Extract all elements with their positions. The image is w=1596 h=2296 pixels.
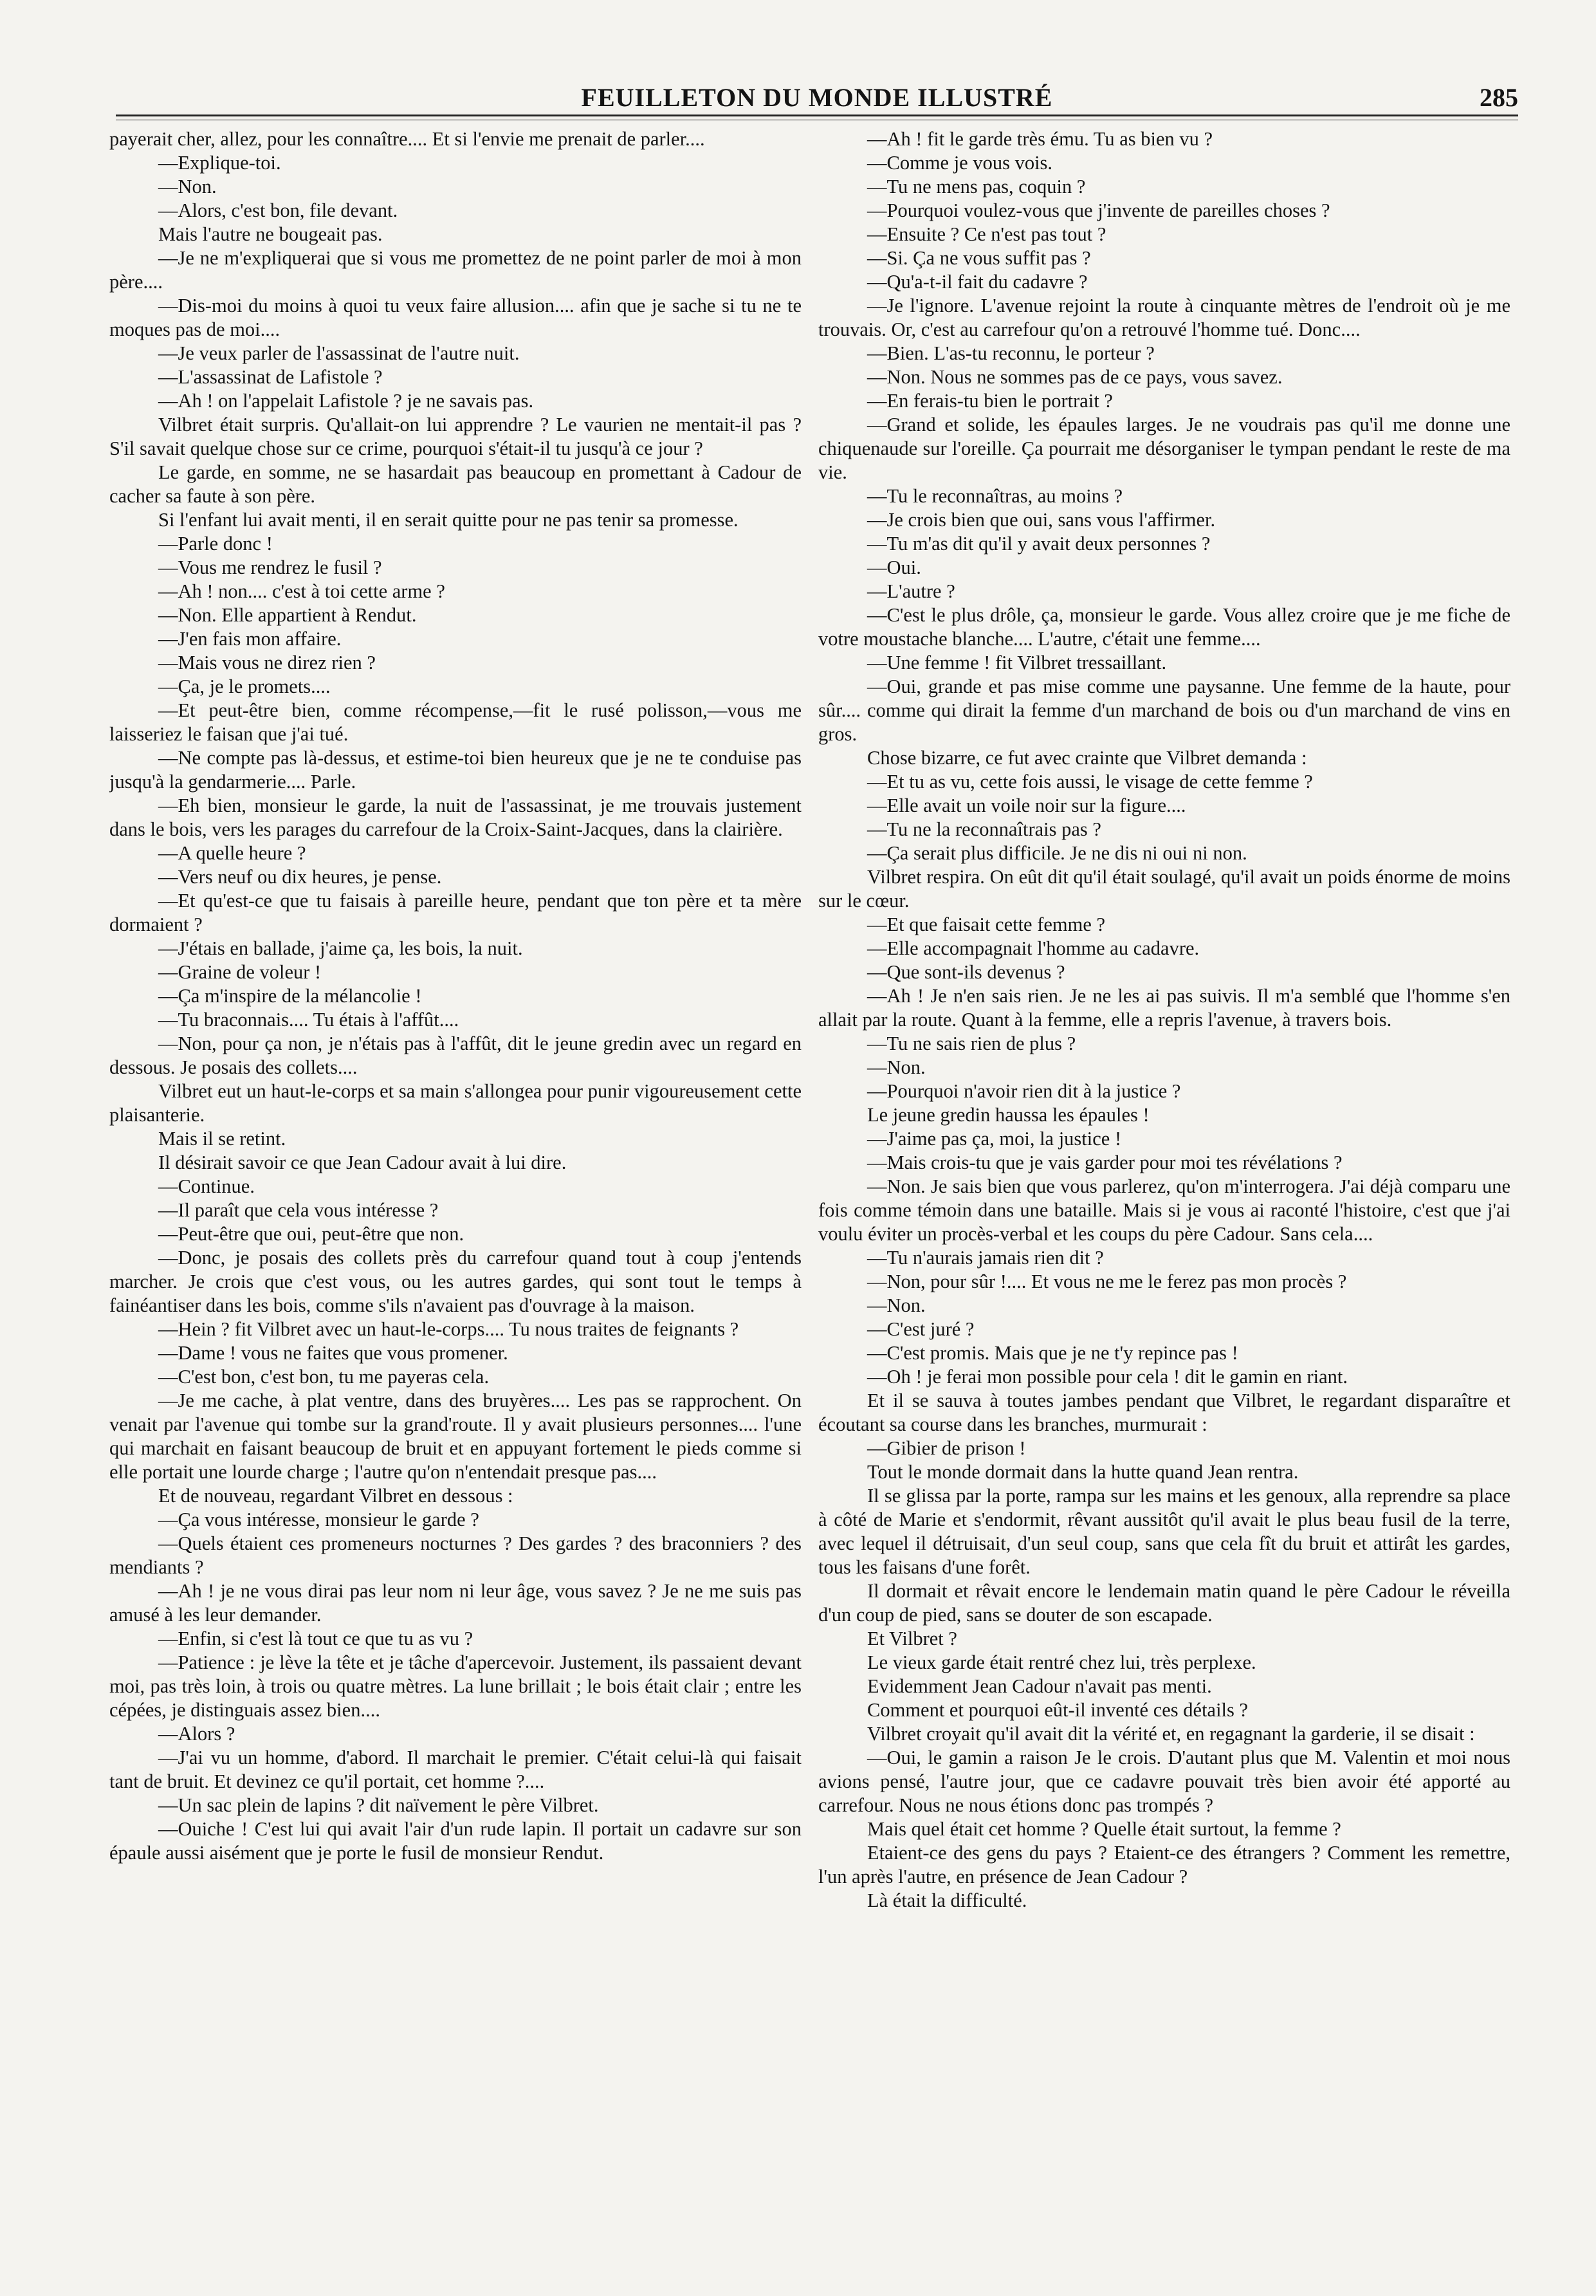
paragraph: Il désirait savoir ce que Jean Cadour avait à lui dire.	[158, 1152, 567, 1173]
paragraph: Etaient-ce des gens du pays ? Etaient-ce des étrangers ? Comment les remettre, l'un après l'autre, en présence de Jean Cadour ?	[818, 1842, 1510, 1887]
paragraph: —Non, pour ça non, je n'étais pas à l'affût, dit le jeune gredin avec un regard en dessous. Je posais des collets....	[109, 1033, 802, 1078]
paragraph: —Vers neuf ou dix heures, je pense.	[158, 866, 442, 888]
paragraph: —Oui, le gamin a raison Je le crois. D'autant plus que M. Valentin et moi nous avions pensé, l'autre jour, que ce cadavre pouvait très bien avoir été apporté au carrefour. Nous ne nous étions donc pas trompés ?	[818, 1747, 1510, 1816]
paragraph: —Bien. L'as-tu reconnu, le porteur ?	[867, 342, 1155, 364]
paragraph: Evidemment Jean Cadour n'avait pas menti.	[867, 1675, 1212, 1697]
paragraph: —Tu le reconnaîtras, au moins ?	[867, 485, 1123, 507]
paragraph: —Non.	[867, 1294, 926, 1316]
paragraph: —Enfin, si c'est là tout ce que tu as vu ?	[158, 1628, 473, 1649]
paragraph: —Pourquoi voulez-vous que j'invente de pareilles choses ?	[867, 199, 1330, 221]
paragraph: —Tu m'as dit qu'il y avait deux personnes ?	[867, 533, 1211, 555]
paragraph: Chose bizarre, ce fut avec crainte que Vilbret demanda :	[867, 747, 1307, 769]
paragraph: Mais quel était cet homme ? Quelle était surtout, la femme ?	[867, 1818, 1341, 1840]
paragraph: —Qu'a-t-il fait du cadavre ?	[867, 271, 1088, 293]
paragraph: Vilbret était surpris. Qu'allait-on lui apprendre ? Le vaurien ne mentait-il pas ? S'il savait quelque chose sur ce crime, pourquoi s'était-il tu jusqu'à ce jour ?	[109, 414, 802, 459]
header-rule-thick	[116, 115, 1518, 116]
paragraph: —Dame ! vous ne faites que vous promener.	[158, 1342, 508, 1364]
paragraph: Et il se sauva à toutes jambes pendant que Vilbret, le regardant disparaître et écoutant sa course dans les branches, murmurait :	[818, 1390, 1510, 1435]
paragraph: —A quelle heure ?	[158, 842, 306, 864]
paragraph: —Oui.	[867, 556, 921, 578]
paragraph: —J'ai vu un homme, d'abord. Il marchait le premier. C'était celui-là qui faisait tant de bruit. Et devinez ce qu'il portait, cet homme ?....	[109, 1747, 802, 1792]
paragraph: —Mais vous ne direz rien ?	[158, 652, 376, 674]
paragraph: —Elle avait un voile noir sur la figure....	[867, 794, 1186, 816]
paragraph: Là était la difficulté.	[867, 1889, 1027, 1911]
paragraph: —Ah ! Je n'en sais rien. Je ne les ai pas suivis. Il m'a semblé que l'homme s'en allait par la route. Quant à la femme, elle a repris l'avenue, à travers bois.	[818, 985, 1510, 1031]
paragraph: —Grand et solide, les épaules larges. Je ne voudrais pas qu'il me donne une chiquenaude sur l'oreille. Ça pourrait me désorganiser le tympan pendant le reste de ma vie.	[818, 414, 1510, 483]
paragraph: Le garde, en somme, ne se hasardait pas beaucoup en promettant à Cadour de cacher sa faute à son père.	[109, 461, 802, 507]
paragraph: —Une femme ! fit Vilbret tressaillant.	[867, 652, 1167, 674]
paragraph: —Je l'ignore. L'avenue rejoint la route à cinquante mètres de l'endroit où je me trouvais. Or, c'est au carrefour qu'on a retrouvé l'homme tué. Donc....	[818, 295, 1510, 340]
paragraph: —Un sac plein de lapins ? dit naïvement le père Vilbret.	[158, 1794, 599, 1816]
text-column-right	[818, 127, 1510, 2263]
paragraph: —Oui, grande et pas mise comme une paysanne. Une femme de la haute, pour sûr.... comme qui dirait la femme d'un marchand de bois ou d'un marchand de vins en gros.	[818, 675, 1510, 745]
paragraph: —Tu ne la reconnaîtrais pas ?	[867, 818, 1101, 840]
paragraph: —Non. Nous ne sommes pas de ce pays, vous savez.	[867, 366, 1283, 388]
paragraph: —Je crois bien que oui, sans vous l'affirmer.	[867, 509, 1216, 531]
paragraph: Vilbret respira. On eût dit qu'il était soulagé, qu'il avait un poids énorme de moins sur le cœur.	[818, 866, 1510, 912]
paragraph: —Ah ! fit le garde très ému. Tu as bien vu ?	[867, 128, 1213, 150]
paragraph: —Ah ! non.... c'est à toi cette arme ?	[158, 580, 445, 602]
paragraph: —Et qu'est-ce que tu faisais à pareille heure, pendant que ton père et ta mère dormaient ?	[109, 890, 802, 935]
paragraph: —Je veux parler de l'assassinat de l'autre nuit.	[158, 342, 520, 364]
paragraph: —Je me cache, à plat ventre, dans des bruyères.... Les pas se rapprochent. On venait par l'avenue qui tombe sur la grand'route. Il y avait plusieurs personnes.... l'une qui marchait en faisant beaucoup de bruit et en appuyant fortement le pieds comme si elle portait une lourde charge ; l'autre qu'on n'entendait presque pas....	[109, 1390, 802, 1483]
paragraph: —Vous me rendrez le fusil ?	[158, 556, 382, 578]
paragraph: Comment et pourquoi eût-il inventé ces détails ?	[867, 1699, 1249, 1721]
paragraph: —L'autre ?	[867, 580, 955, 602]
paragraph: —Tu braconnais.... Tu étais à l'affût....	[158, 1009, 459, 1031]
paragraph: —Et que faisait cette femme ?	[867, 914, 1106, 935]
paragraph: —C'est le plus drôle, ça, monsieur le garde. Vous allez croire que je me fiche de votre moustache blanche.... L'autre, c'était une femme....	[818, 604, 1510, 650]
paragraph: —C'est bon, c'est bon, tu me payeras cela.	[158, 1366, 490, 1388]
paragraph: Et de nouveau, regardant Vilbret en dessous :	[158, 1485, 513, 1507]
paragraph: —Ne compte pas là-dessus, et estime-toi bien heureux que je ne te conduise pas jusqu'à la gendarmerie.... Parle.	[109, 747, 802, 793]
paragraph: —Ensuite ? Ce n'est pas tout ?	[867, 223, 1106, 245]
paragraph: —Ça vous intéresse, monsieur le garde ?	[158, 1509, 479, 1530]
paragraph: —C'est promis. Mais que je ne t'y repince pas !	[867, 1342, 1238, 1364]
paragraph: —En ferais-tu bien le portrait ?	[867, 390, 1113, 412]
paragraph: —Hein ? fit Vilbret avec un haut-le-corps.... Tu nous traites de feignants ?	[158, 1318, 739, 1340]
paragraph: —Dis-moi du moins à quoi tu veux faire allusion.... afin que je sache si tu ne te moques pas de moi....	[109, 295, 802, 340]
paragraph: —J'en fais mon affaire.	[158, 628, 342, 650]
paragraph: —Ça serait plus difficile. Je ne dis ni oui ni non.	[867, 842, 1247, 864]
paragraph: —Non, pour sûr !.... Et vous ne me le ferez pas mon procès ?	[867, 1271, 1347, 1292]
paragraph: —Explique-toi.	[158, 152, 281, 174]
paragraph: —Donc, je posais des collets près du carrefour quand tout à coup j'entends marcher. Je crois que c'est vous, ou les autres gardes, qui sont tout le temps à fainéantiser dans les bois, comme s'ils n'avaient pas d'ouvrage à la maison.	[109, 1247, 802, 1316]
paragraph: Vilbret croyait qu'il avait dit la vérité et, en regagnant la garderie, il se disait :	[867, 1723, 1475, 1745]
paragraph: —Que sont-ils devenus ?	[867, 961, 1065, 983]
paragraph: —Non.	[867, 1056, 926, 1078]
paragraph: payerait cher, allez, pour les connaître.... Et si l'envie me prenait de parler....	[109, 128, 705, 150]
paragraph: —Non. Elle appartient à Rendut.	[158, 604, 417, 626]
paragraph: —Pourquoi n'avoir rien dit à la justice ?	[867, 1080, 1181, 1102]
paragraph: —Ah ! je ne vous dirai pas leur nom ni leur âge, vous savez ? Je ne me suis pas amusé à les leur demander.	[109, 1580, 802, 1626]
paragraph: —Alors ?	[158, 1723, 235, 1745]
paragraph: —Non. Je sais bien que vous parlerez, qu'on m'interrogera. J'ai déjà comparu une fois comme témoin dans une bataille. Mais si je vous ai raconté l'histoire, c'est que j'ai voulu éviter un procès-verbal et les coups du père Cadour. Sans cela....	[818, 1175, 1510, 1245]
page-number: 285	[1480, 83, 1518, 112]
text-column-left	[109, 127, 802, 2263]
paragraph: Et Vilbret ?	[867, 1628, 957, 1649]
paragraph: —L'assassinat de Lafistole ?	[158, 366, 383, 388]
paragraph: —Mais crois-tu que je vais garder pour moi tes révélations ?	[867, 1152, 1343, 1173]
paragraph: —Alors, c'est bon, file devant.	[158, 199, 398, 221]
paragraph: Le jeune gredin haussa les épaules !	[867, 1104, 1150, 1126]
running-title: FEUILLETON DU MONDE ILLUSTRÉ	[581, 83, 1053, 112]
paragraph: —Et peut-être bien, comme récompense,—fit le rusé polisson,—vous me laisseriez le faisan que j'ai tué.	[109, 699, 802, 745]
paragraph: —Il paraît que cela vous intéresse ?	[158, 1199, 439, 1221]
paragraph: —Si. Ça ne vous suffit pas ?	[867, 247, 1091, 269]
paragraph: —Continue.	[158, 1175, 255, 1197]
paragraph: —Oh ! je ferai mon possible pour cela ! dit le gamin en riant.	[867, 1366, 1348, 1388]
paragraph: Mais l'autre ne bougeait pas.	[158, 223, 383, 245]
paragraph: Si l'enfant lui avait menti, il en serait quitte pour ne pas tenir sa promesse.	[158, 509, 738, 531]
paragraph: —Peut-être que oui, peut-être que non.	[158, 1223, 464, 1245]
paragraph: —Tu n'aurais jamais rien dit ?	[867, 1247, 1104, 1269]
paragraph: Tout le monde dormait dans la hutte quand Jean rentra.	[867, 1461, 1299, 1483]
paragraph: —Elle accompagnait l'homme au cadavre.	[867, 937, 1200, 959]
paragraph: —Ouiche ! C'est lui qui avait l'air d'un rude lapin. Il portait un cadavre sur son épaule aussi aisément que je porte le fusil de monsieur Rendut.	[109, 1818, 802, 1864]
paragraph: —C'est juré ?	[867, 1318, 975, 1340]
paragraph: Le vieux garde était rentré chez lui, très perplexe.	[867, 1651, 1256, 1673]
paragraph: —Graine de voleur !	[158, 961, 322, 983]
paragraph: —Eh bien, monsieur le garde, la nuit de l'assassinat, je me trouvais justement dans le bois, vers les parages du carrefour de la Croix-Saint-Jacques, dans la clairière.	[109, 794, 802, 840]
paragraph: —Tu ne sais rien de plus ?	[867, 1033, 1076, 1054]
paragraph: —Comme je vous vois.	[867, 152, 1053, 174]
paragraph: —Gibier de prison !	[867, 1437, 1026, 1459]
paragraph: —Parle donc !	[158, 533, 273, 555]
paragraph: —Patience : je lève la tête et je tâche d'apercevoir. Justement, ils passaient devant moi, pas très loin, à trois ou quatre mètres. La lune brillait ; le bois était clair ; entre les cépées, je distinguais assez bien....	[109, 1651, 802, 1721]
paragraph: Il se glissa par la porte, rampa sur les mains et les genoux, alla reprendre sa place à côté de Marie et s'endormit, rêvant aussitôt qu'il avait le plus beau fusil de la terre, avec lequel il détruisait, d'un seul coup, sans que cela fît du bruit et attirât les gardes, tous les faisans d'une forêt.	[818, 1485, 1510, 1578]
paragraph: —Je ne m'expliquerai que si vous me promettez de ne point parler de moi à mon père....	[109, 247, 802, 293]
paragraph: Mais il se retint.	[158, 1128, 286, 1150]
paragraph: —Quels étaient ces promeneurs nocturnes ? Des gardes ? des braconniers ? des mendiants ?	[109, 1532, 802, 1578]
paragraph: —Et tu as vu, cette fois aussi, le visage de cette femme ?	[867, 771, 1313, 793]
paragraph: Il dormait et rêvait encore le lendemain matin quand le père Cadour le réveilla d'un coup de pied, sans se douter de son escapade.	[818, 1580, 1510, 1626]
paragraph: —Non.	[158, 176, 217, 197]
paragraph: —J'étais en ballade, j'aime ça, les bois, la nuit.	[158, 937, 523, 959]
paragraph: —Ça m'inspire de la mélancolie !	[158, 985, 422, 1007]
paragraph: —Ça, je le promets....	[158, 675, 331, 697]
paragraph: —J'aime pas ça, moi, la justice !	[867, 1128, 1122, 1150]
paragraph: Vilbret eut un haut-le-corps et sa main s'allongea pour punir vigoureusement cette plaisanterie.	[109, 1080, 802, 1126]
paragraph: —Tu ne mens pas, coquin ?	[867, 176, 1086, 197]
paragraph: —Ah ! on l'appelait Lafistole ? je ne savais pas.	[158, 390, 534, 412]
